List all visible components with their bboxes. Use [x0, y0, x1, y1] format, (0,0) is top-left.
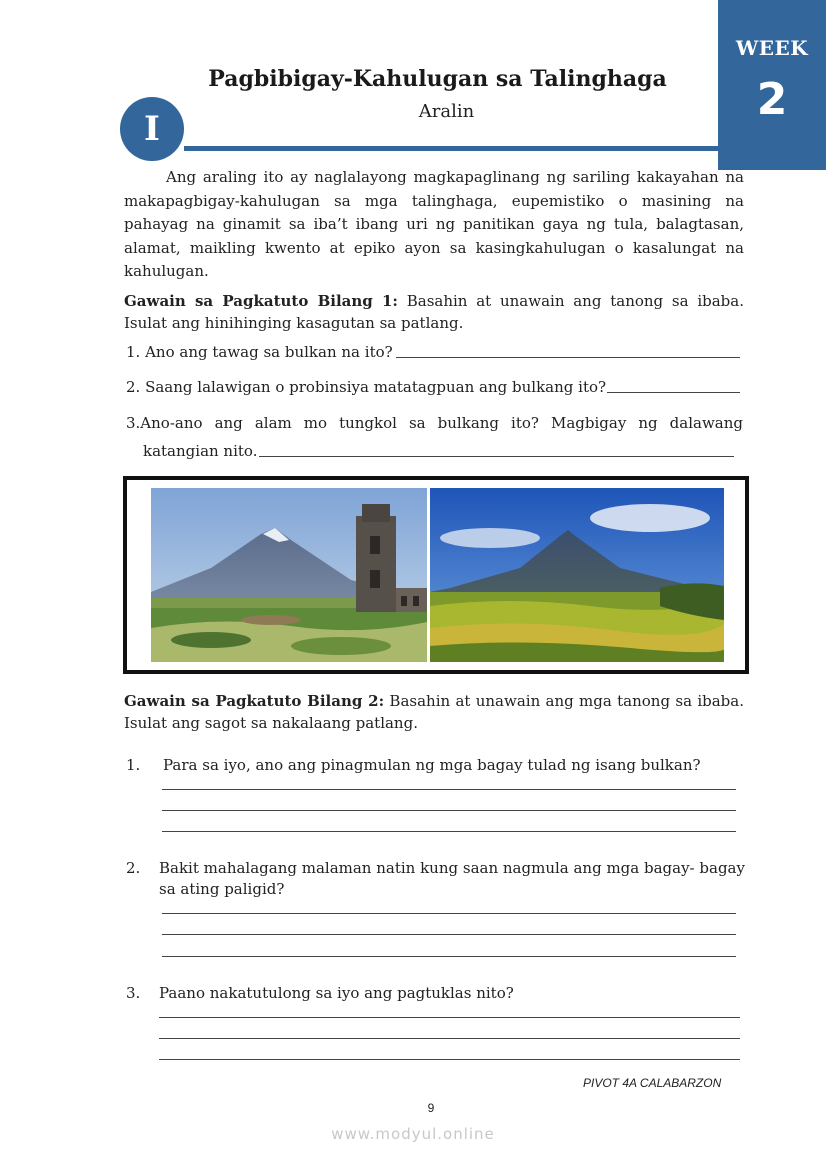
- question-text: katangian nito.: [143, 442, 258, 460]
- answer-line[interactable]: [162, 934, 736, 935]
- answer-blank-2[interactable]: [607, 392, 740, 393]
- answer-line[interactable]: [159, 1017, 740, 1018]
- answer-line[interactable]: [159, 1038, 740, 1039]
- page-number: 9: [427, 1101, 435, 1115]
- watermark: www.modyul.online: [331, 1125, 495, 1143]
- footer-source: PIVOT 4A CALABARZON: [583, 1076, 722, 1090]
- answer-line[interactable]: [159, 1059, 740, 1060]
- intro-paragraph: [124, 166, 744, 284]
- question-text: 3.Ano-ano ang alam mo tungkol sa bulkang ito? Magbigay ng dalawang: [126, 414, 743, 432]
- activity1-question-3: [126, 413, 743, 433]
- week-tab: [718, 0, 826, 170]
- question-text: 1. Ano ang tawag sa bulkan na ito?: [126, 343, 393, 361]
- answer-blank-3[interactable]: [259, 456, 734, 457]
- question-text: 2. Saang lalawigan o probinsiya matatagpuan ang bulkang ito?: [126, 378, 607, 396]
- activity2-instructions: [124, 690, 744, 734]
- activity1-text: Basahin at unawain ang tanong sa ibaba. Isulat ang hinihinging kasagutan sa patlang.: [124, 292, 744, 332]
- activity1-question-3-cont: [143, 441, 257, 461]
- intro-text: Ang araling ito ay naglalayong magkapaglinang ng sariling kakayahan na makapagbigay-kahulugan sa mga talinghaga, eupemistiko o masining na pahayag na ginamit sa iba’t ibang uri ng panitikan gaya ng tula, balagtasan, alamat, maikling kwento at epiko ayon sa kasingkahulugan o kasalungat na kahulugan.: [124, 168, 744, 280]
- week-number: 2: [756, 74, 788, 125]
- activity2-question-2-text-cont: sa ating paligid?: [159, 880, 285, 898]
- activity2-question-2-number: 2.: [126, 859, 141, 877]
- answer-line[interactable]: [162, 789, 736, 790]
- volcano-with-bell-tower-ruins-photo: [151, 488, 427, 662]
- answer-line[interactable]: [162, 913, 736, 914]
- title-underline: [184, 146, 724, 151]
- volcano-with-green-fields-photo: [430, 488, 724, 662]
- page-title: Pagbibigay-Kahulugan sa Talinghaga: [208, 66, 667, 92]
- section-marker: [120, 97, 184, 161]
- activity2-question-1-text: Para sa iyo, ano ang pinagmulan ng mga bagay tulad ng isang bulkan?: [163, 756, 701, 774]
- section-marker-letter: I: [144, 109, 160, 149]
- activity1-question-1: [126, 342, 393, 362]
- activity2-question-2-text: Bakit mahalagang malaman natin kung saan nagmula ang mga bagay- bagay: [159, 859, 745, 877]
- week-label: WEEK: [735, 36, 809, 60]
- activity2-heading: Gawain sa Pagkatuto Bilang 2:: [124, 692, 385, 710]
- activity1-heading: Gawain sa Pagkatuto Bilang 1:: [124, 292, 398, 310]
- answer-blank-1[interactable]: [396, 357, 740, 358]
- image-frame: [123, 476, 749, 674]
- activity2-question-3-text: Paano nakatutulong sa iyo ang pagtuklas nito?: [159, 984, 514, 1002]
- activity1-question-2: [126, 377, 606, 397]
- activity1-instructions: [124, 290, 744, 334]
- answer-line[interactable]: [162, 956, 736, 957]
- answer-line[interactable]: [162, 810, 736, 811]
- activity2-question-3-number: 3.: [126, 984, 141, 1002]
- activity2-text: Basahin at unawain ang mga tanong sa ibaba. Isulat ang sagot sa nakalaang patlang.: [124, 692, 744, 732]
- activity2-question-1-number: 1.: [126, 756, 141, 774]
- page-subtitle: Aralin: [418, 101, 475, 122]
- answer-line[interactable]: [162, 831, 736, 832]
